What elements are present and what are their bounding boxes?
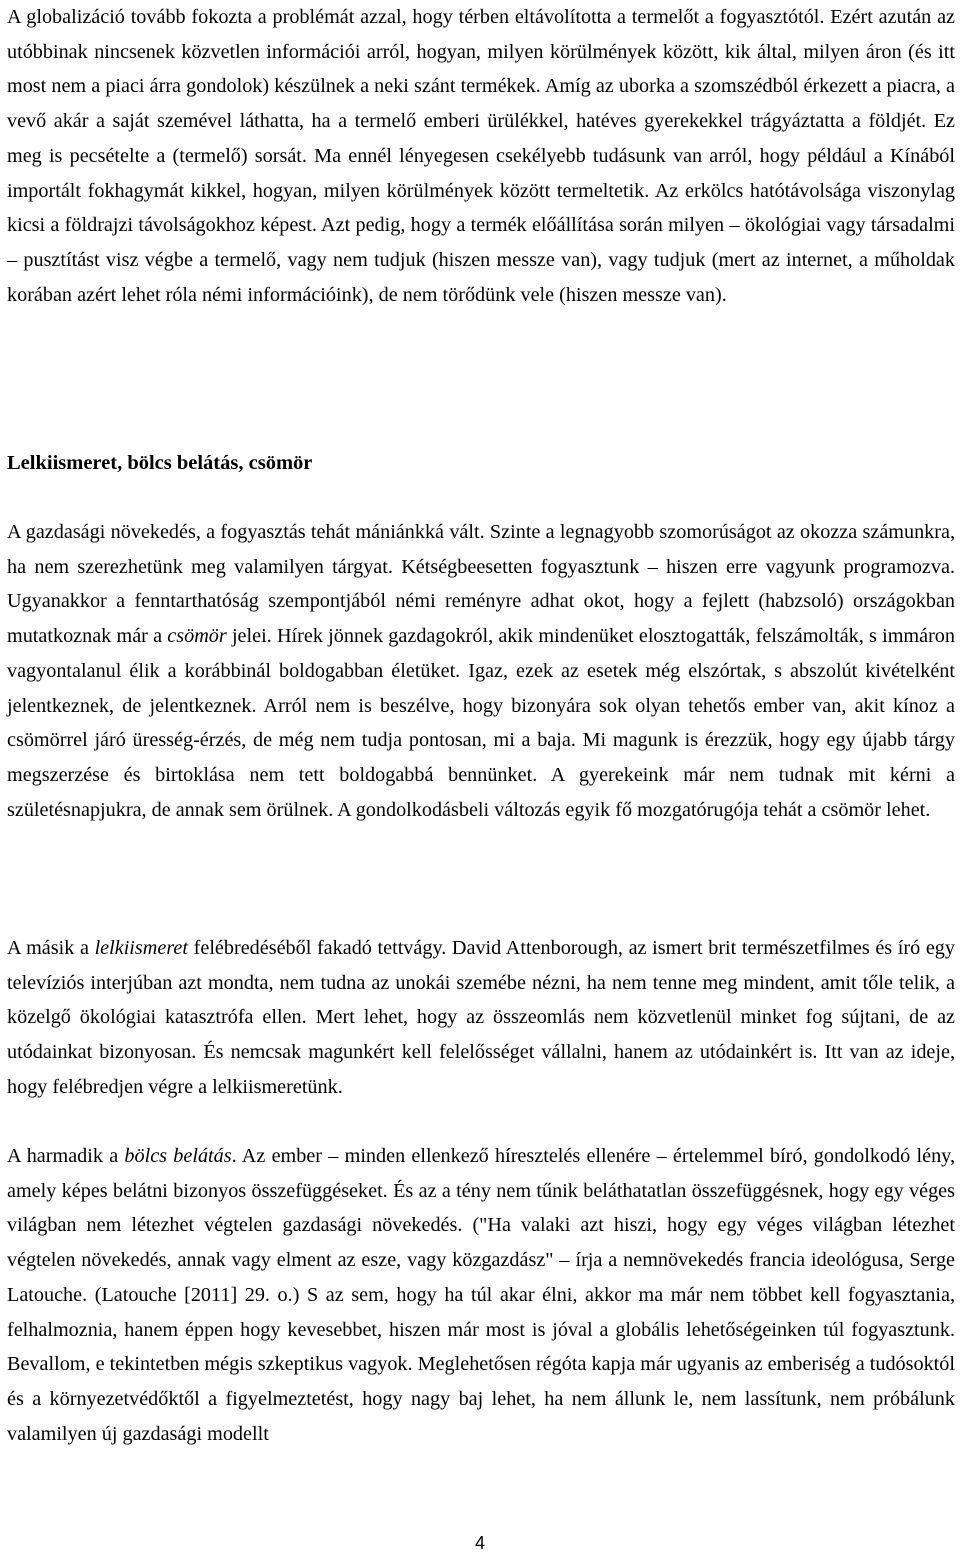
paragraph-text: A harmadik a [7, 1145, 125, 1167]
page-number: 4 [474, 1533, 485, 1553]
paragraph-text: A gazdasági növekedés, a fogyasztás tehát mániánkká vált. Szinte a legnagyobb szomorúságot az okozza számunkra, ha nem szerezhetünk meg valamilyen tárgyat. Kétségbeesetten fogyasztunk – hiszen erre vagyunk programozva. Ugyanakkor a fenntarthatóság szempontjából némi reményre adhat okot, hogy a fejlett (habzsoló) országokban mutatkoznak már a [7, 521, 955, 648]
paragraph-text: . Az ember – minden ellenkező híresztelés ellenére – értelemmel bíró, gondolkodó lény, amely képes belátni bizonyos összefüggéseket. És az a tény nem tűnik beláthatatlan összefüggésnek, hogy egy véges világban nem létezhet végtelen gazdasági növekedés. ("Ha valaki azt hiszi, hogy egy véges világban létezhet végtelen növekedés, annak vagy elment az esze, vagy közgazdász" – írja a nemnövekedés francia ideológusa, Serge Latouche. (Latouche [2011] 29. o.) S az sem, hogy ha túl akar élni, akkor ma már nem többet kell fogyasztania, felhalmoznia, hanem éppen hogy kevesebbet, hiszen már most is jóval a globális lehetőségeinken túl fogyasztunk. Bevallom, e tekintetben mégis szkeptikus vagyok. Meglehetősen régóta kapja már ugyanis az emberiség a tudósoktól és a környezetvédőktől a figyelmeztetést, hogy nagy baj lehet, ha nem állunk le, nem lassítunk, nem próbálunk valamilyen új gazdasági modellt [7, 1145, 955, 1445]
body-paragraph [7, 931, 955, 1105]
body-paragraph [7, 515, 955, 827]
emphasized-term: lelkiismeret [94, 937, 188, 959]
emphasized-term: csömör [167, 625, 227, 648]
emphasized-term: bölcs belátás [124, 1145, 232, 1167]
section-heading: Lelkiismeret, bölcs belátás, csömör [7, 452, 313, 474]
paragraph-text: felébredéséből fakadó tettvágy. David Attenborough, az ismert brit természetfilmes és író egy televíziós interjúban azt mondta, nem tudna az unokái szemébe nézni, ha nem tenne meg mindent, amit tőle telik, a közelgő ökológiai katasztrófa ellen. Mert lehet, hogy az összeomlás nem közvetlenül minket fog sújtani, de az utódainkat bizonyosan. És nemcsak magunkért kell felelősséget vállalni, hanem az utódainkért is. Itt van az ideje, hogy felébredjen végre a lelkiismeretünk. [7, 937, 955, 1098]
paragraph-text: jelei. Hírek jönnek gazdagokról, akik mindenüket elosztogatták, felszámolták, s immáron vagyontalanul élik a korábbinál boldogabban életüket. Igaz, ezek az esetek még elszórtak, s abszolút kivételként jelentkeznek, de jelentkeznek. Arról nem is beszélve, hogy bizonyára sok olyan tehetős ember van, akit kínoz a csömörrel járó üresség-érzés, de még nem tudja pontosan, mi a baja. Mi magunk is érezzük, hogy egy újabb tárgy megszerzése és birtoklása nem tett boldogabbá bennünket. A gyerekeink már nem tudnak mit kérni a születésnapjukra, de annak sem örülnek. A gondolkodásbeli változás egyik fő mozgatórugója tehát a csömör lehet. [7, 625, 955, 821]
body-paragraph [7, 1139, 955, 1451]
body-paragraph: A globalizáció tovább fokozta a problémát azzal, hogy térben eltávolította a termelőt a fogyasztótól. Ezért azután az utóbbinak nincsenek közvetlen információi arról, hogyan, milyen körülmények között, kik által, milyen áron (és itt most nem a piaci árra gondolok) készülnek a neki szánt termékek. Amíg az uborka a szomszédból érkezett a piacra, a vevő akár a saját szemével láthatta, ha a termelő emberi ürülékkel, hatéves gyerekekkel trágyáztatta a földjét. Ez meg is pecsételte a (termelő) sorsát. Ma ennél lényegesen csekélyebb tudásunk van arról, hogy például a Kínából importált fokhagymát kikkel, hogyan, milyen körülmények között termeltetik. Az erkölcs hatótávolsága viszonylag kicsi a földrajzi távolságokhoz képest. Azt pedig, hogy a termék előállítása során milyen – ökológiai vagy társadalmi – pusztítást visz végbe a termelő, vagy nem tudjuk (hiszen messze van), vagy tudjuk (mert az internet, a műholdak korában azért lehet róla némi információink), de nem törődünk vele (hiszen messze van). [7, 6, 955, 306]
paragraph-text: A másik a [7, 937, 95, 959]
